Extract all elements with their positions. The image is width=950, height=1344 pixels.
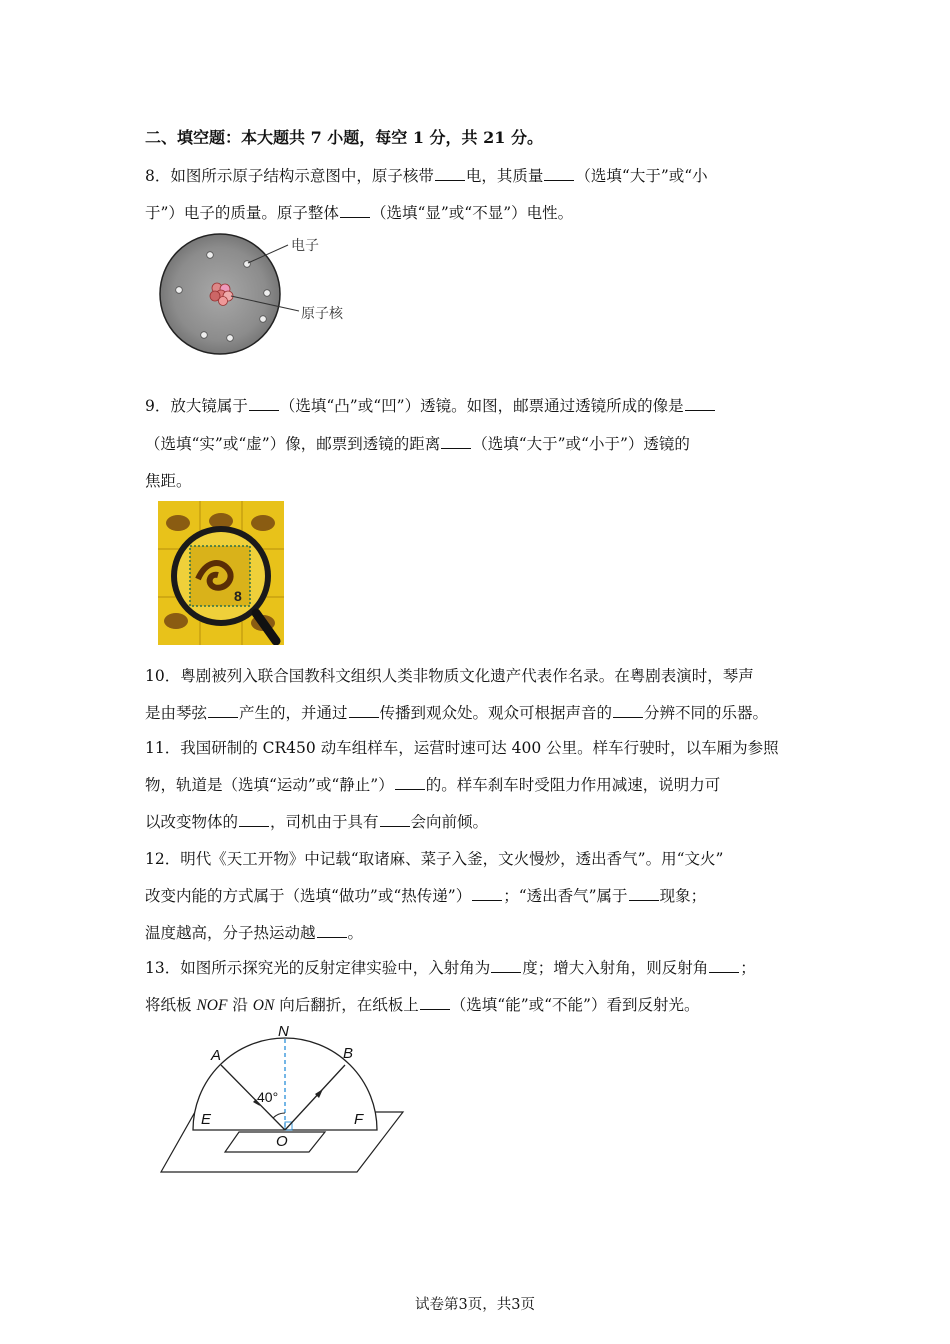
mirror <box>225 1132 325 1152</box>
q12-line-2: 改变内能的方式属于（选填“做功”或“热传递”） ；“透出香气”属于 现象； <box>145 887 707 905</box>
q12-line-3: 温度越高，分子热运动越 。 <box>145 924 364 942</box>
q9-line-3: 焦距。 <box>145 472 192 490</box>
answer-blank[interactable] <box>317 923 347 938</box>
label-B: B <box>343 1045 354 1062</box>
answer-blank[interactable] <box>629 886 659 901</box>
answer-blank[interactable] <box>249 396 279 411</box>
label-nucleus: 原子核 <box>301 305 343 321</box>
q13-line-1: 13．如图所示探究光的反射定律实验中，入射角为 度；增大入射角，则反射角 ； <box>145 959 756 977</box>
answer-blank[interactable] <box>349 703 379 718</box>
label-electron: 电子 <box>291 237 319 253</box>
answer-blank[interactable] <box>685 396 715 411</box>
answer-blank[interactable] <box>491 958 521 973</box>
label-E: E <box>201 1111 212 1128</box>
light-reflection-diagram <box>155 1020 410 1180</box>
q8-line-1: 8．如图所示原子结构示意图中，原子核带 电，其质量 （选填“大于”或“小 <box>145 167 708 185</box>
q13-line-2: 将纸板 NOF 沿 ON 向后翻折，在纸板上 （选填“能”或“不能”）看到反射光。 <box>145 996 700 1014</box>
atom-structure-diagram <box>155 232 370 367</box>
answer-blank[interactable] <box>340 203 370 218</box>
magnifier-stamp-photo <box>158 501 284 645</box>
q9-line-2: （选填“实”或“虚”）像，邮票到透镜的距离 （选填“大于”或“小于”）透镜的 <box>145 435 690 453</box>
stamp-value: 8 <box>234 588 242 604</box>
answer-blank[interactable] <box>709 958 739 973</box>
label-angle-40: 40° <box>257 1089 279 1105</box>
q10-line-1: 10．粤剧被列入联合国教科文组织人类非物质文化遗产代表作名录。在粤剧表演时，琴声 <box>145 667 754 685</box>
page-footer: 试卷第3页，共3页 <box>415 1297 535 1313</box>
label-N: N <box>278 1023 289 1040</box>
q9-line-1: 9．放大镜属于 （选填“凸”或“凹”）透镜。如图，邮票通过透镜所成的像是 <box>145 396 716 416</box>
label-O: O <box>276 1133 288 1150</box>
q11-line-3: 以改变物体的 ，司机由于具有 会向前倾。 <box>145 813 489 831</box>
answer-blank[interactable] <box>441 434 471 449</box>
q10-line-2: 是由琴弦 产生的，并通过 传播到观众处。观众可根据声音的 分辨不同的乐器。 <box>145 704 769 722</box>
answer-blank[interactable] <box>208 703 238 718</box>
label-A: A <box>211 1047 222 1064</box>
q11-line-2: 物，轨道是（选填“运动”或“静止”） 的。样车刹车时受阻力作用减速，说明力可 <box>145 776 721 794</box>
answer-blank[interactable] <box>239 812 269 827</box>
q12-line-1: 12．明代《天工开物》中记载“取诸麻、菜子入釜，文火慢炒，透出香气”。用“文火” <box>145 850 724 868</box>
answer-blank[interactable] <box>613 703 643 718</box>
answer-blank[interactable] <box>435 166 465 181</box>
answer-blank[interactable] <box>472 886 502 901</box>
answer-blank[interactable] <box>544 166 574 181</box>
answer-blank[interactable] <box>380 812 410 827</box>
answer-blank[interactable] <box>395 775 425 790</box>
section-heading: 二、填空题：本大题共 7 小题，每空 1 分，共 21 分。 <box>145 128 543 147</box>
label-F: F <box>354 1111 364 1128</box>
q8-line-2: 于”）电子的质量。原子整体 （选填“显”或“不显”）电性。 <box>145 204 574 222</box>
answer-blank[interactable] <box>420 995 450 1010</box>
q11-line-1: 11．我国研制的 CR450 动车组样车，运营时速可达 400 公里。样车行驶时，以车厢为参照 <box>145 739 779 757</box>
